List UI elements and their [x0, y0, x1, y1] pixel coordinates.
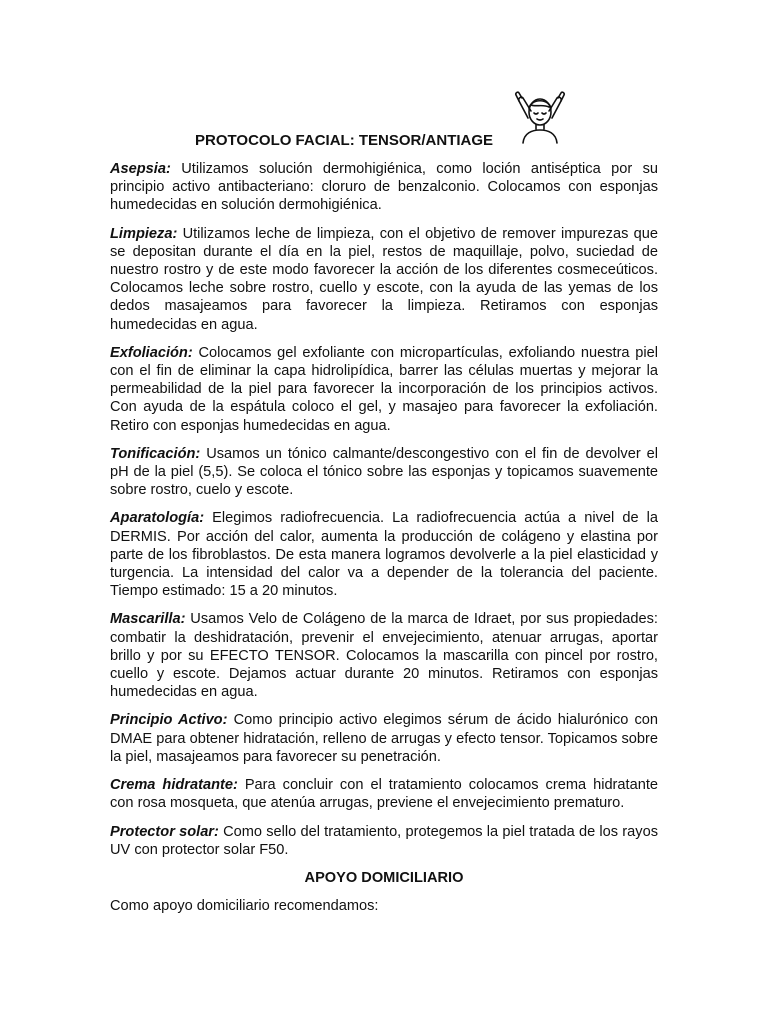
title-row	[110, 131, 658, 153]
paragraph-crema-hidratante	[110, 776, 658, 812]
face-massage-icon	[507, 85, 573, 151]
paragraph-lead: Tonificación:	[110, 445, 201, 462]
paragraph-text: Utilizamos leche de limpieza, con el objetivo de remover impurezas que se depositan durante el día en la piel, restos de maquillaje, polvo, suciedad de nuestro rostro y de este modo favorecer la acción de los diferentes cosmeceúticos. Colocamos leche sobre rostro, cuello y escote, con la ayuda de las yemas de los dedos masajeamos para favorecer la limpieza. Retiramos con esponjas humedecidas en agua.	[110, 225, 658, 333]
paragraph-lead: Protector solar:	[110, 823, 219, 840]
paragraph-lead: Crema hidratante:	[110, 777, 238, 794]
paragraph-exfoliacion	[110, 344, 658, 435]
paragraph-lead: Exfoliación:	[110, 344, 193, 361]
paragraph-text: Utilizamos solución dermohigiénica, como loción antiséptica por su principio activo antibacteriano: cloruro de benzalconio. Colocamos con esponjas humedecidas en solución dermohigiénica.	[110, 161, 658, 214]
paragraph-lead: Limpieza:	[110, 225, 178, 242]
document-body	[110, 160, 658, 915]
paragraph-text: Colocamos gel exfoliante con micropartículas, exfoliando nuestra piel con el fin de eliminar la capa hidrolipídica, barrer las células muertas y mejorar la permeabilidad de la piel para favorecer la incorporación de los principios activos. Con ayuda de la espátula coloco el gel, y masajeo para favorecer la exfoliación. Retiro con esponjas humedecidas en agua.	[110, 344, 658, 434]
paragraph-protector-solar	[110, 823, 658, 859]
paragraph-text: Elegimos radiofrecuencia. La radiofrecuencia actúa a nivel de la DERMIS. Por acción del calor, aumenta la producción de colágeno y elastina por parte de los fibroblastos. De esta manera logramos devolverle a la piel elasticidad y turgencia. La intensidad del calor va a depender de la tolerancia del paciente. Tiempo estimado: 15 a 20 minutos.	[110, 510, 658, 600]
paragraph-aparatologia	[110, 509, 658, 600]
paragraph-text: Usamos un tónico calmante/descongestivo con el fin de devolver el pH de la piel (5,5). Se coloca el tónico sobre las esponjas y topicamos suavemente sobre rostro, cuelo y escote.	[110, 445, 658, 499]
paragraph-lead: Mascarilla:	[110, 611, 186, 628]
section-title-apoyo: APOYO DOMICILIARIO	[304, 869, 464, 886]
paragraph-lead: Principio Activo:	[110, 712, 228, 729]
paragraph-text: Como sello del tratamiento, protegemos la piel tratada de los rayos UV con protector solar F50.	[110, 823, 658, 858]
paragraph-asepsia	[110, 160, 658, 215]
paragraph-text: Como principio activo elegimos sérum de ácido hialurónico con DMAE para obtener hidratación, relleno de arrugas y efecto tensor. Topicamos sobre la piel, masajeamos para favorecer su penetración.	[110, 712, 658, 765]
paragraph-mascarilla	[110, 610, 658, 701]
paragraph-text: Usamos Velo de Colágeno de la marca de Idraet, por sus propiedades: combatir la deshidratación, prevenir el envejecimiento, atenuar arrugas, aportar brillo y por su EFECTO TENSOR. Colocamos la mascarilla con pincel por rostro, cuello y escote. Dejamos actuar durante 20 minutos. Retiramos con esponjas humedecidas en agua.	[110, 611, 658, 701]
paragraph-lead: Asepsia:	[110, 161, 171, 177]
paragraph-tonificacion	[110, 445, 658, 500]
closing-text: Como apoyo domiciliario recomendamos:	[110, 898, 379, 915]
paragraph-lead: Aparatología:	[110, 510, 205, 527]
document-title: PROTOCOLO FACIAL: TENSOR/ANTIAGE	[195, 132, 494, 149]
paragraph-principio-activo	[110, 711, 658, 766]
paragraph-text: Para concluir con el tratamiento colocamos crema hidratante con rosa mosqueta, que atenúa arrugas, previene el envejecimiento prematuro.	[110, 777, 658, 812]
paragraph-limpieza	[110, 225, 658, 334]
